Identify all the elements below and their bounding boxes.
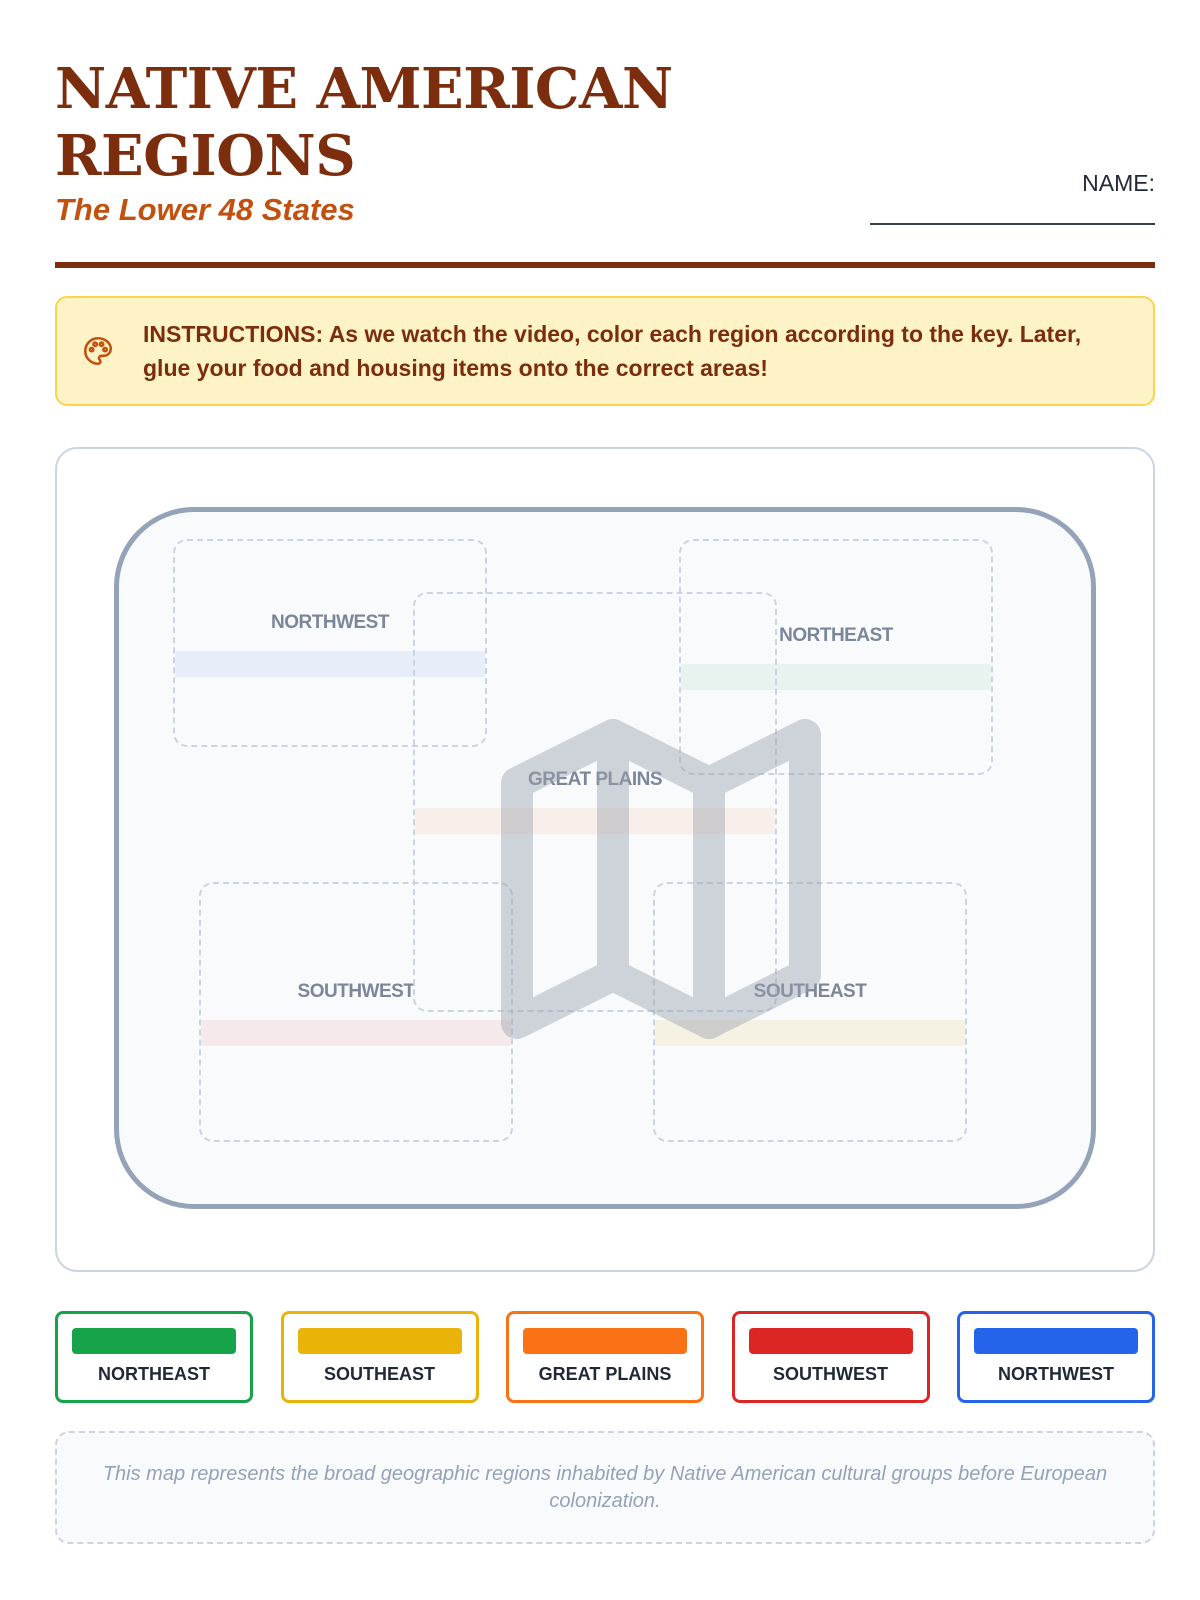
legend-swatch <box>298 1328 462 1354</box>
legend-item-northeast <box>55 1311 253 1403</box>
legend-label: NORTHWEST <box>998 1364 1114 1384</box>
legend-label: GREAT PLAINS <box>538 1364 672 1384</box>
title-line-1: NATIVE AMERICAN <box>55 56 673 122</box>
worksheet-header <box>55 56 1155 266</box>
legend-item-great-plains <box>506 1311 704 1403</box>
legend-item-southwest <box>732 1311 930 1403</box>
folded-map-icon <box>469 687 853 1071</box>
legend-label: NORTHEAST <box>98 1364 210 1384</box>
legend-item-southeast <box>281 1311 479 1403</box>
title-line-2: REGIONS <box>55 123 356 189</box>
legend-item-northwest <box>957 1311 1155 1403</box>
map-outline <box>114 507 1096 1209</box>
name-blank-line[interactable] <box>870 205 1155 225</box>
name-field[interactable] <box>870 170 1155 225</box>
legend-swatch <box>523 1328 687 1354</box>
map-card <box>55 447 1155 1272</box>
region-label: GREAT PLAINS <box>527 769 663 790</box>
instructions-text: INSTRUCTIONS: As we watch the video, color each region according to the key. Later, glue your food and housing items onto the correct areas! <box>143 321 1082 381</box>
palette-icon <box>81 334 115 368</box>
region-label: NORTHEAST <box>779 625 893 646</box>
name-label: NAME: <box>1082 170 1155 196</box>
legend-label: SOUTHWEST <box>773 1364 888 1384</box>
legend-label: SOUTHEAST <box>323 1364 435 1384</box>
map-caption <box>55 1431 1155 1544</box>
instructions-box <box>55 296 1155 406</box>
region-label: SOUTHEAST <box>753 981 867 1002</box>
header-divider <box>55 262 1155 268</box>
legend-swatch <box>72 1328 236 1354</box>
region-label: NORTHWEST <box>271 612 389 633</box>
region-color-strip <box>201 1020 511 1046</box>
page-subtitle: The Lower 48 States <box>55 192 355 227</box>
region-label: SOUTHWEST <box>297 981 415 1002</box>
legend-swatch <box>974 1328 1138 1354</box>
legend-swatch <box>749 1328 913 1354</box>
color-key <box>55 1311 1155 1403</box>
caption-text: This map represents the broad geographic regions inhabited by Native American cultural groups before European colonization. <box>102 1462 1108 1512</box>
